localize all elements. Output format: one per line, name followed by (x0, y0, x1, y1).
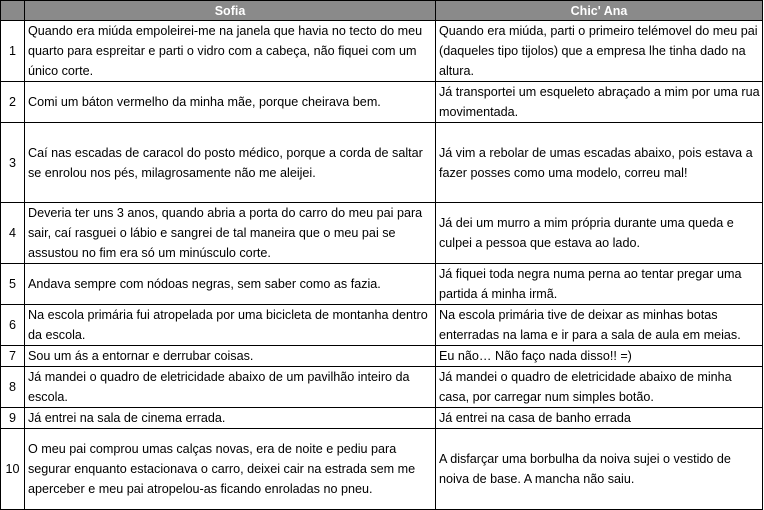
row-number: 1 (1, 21, 25, 82)
sofia-cell: Andava sempre com nódoas negras, sem saber como as fazia. (25, 264, 436, 305)
header-sofia: Sofia (25, 1, 436, 21)
header-chic-ana: Chic' Ana (436, 1, 763, 21)
row-number: 8 (1, 367, 25, 408)
row-number: 10 (1, 429, 25, 510)
table-row (1, 408, 763, 429)
table-row (1, 305, 763, 346)
chic-ana-cell: Na escola primária tive de deixar as minhas botas enterradas na lama e ir para a sala de aula em meias. (436, 305, 763, 346)
row-number: 4 (1, 203, 25, 264)
chic-ana-cell: Já fiquei toda negra numa perna ao tentar pregar uma partida á minha irmã. (436, 264, 763, 305)
chic-ana-cell: Já vim a rebolar de umas escadas abaixo, pois estava a fazer posses como uma modelo, correu mal! (436, 123, 763, 203)
header-row (1, 1, 763, 21)
row-number: 9 (1, 408, 25, 429)
sofia-cell: Quando era miúda empoleirei-me na janela que havia no tecto do meu quarto para espreitar e parti o vidro com a cabeça, não fiquei com um único corte. (25, 21, 436, 82)
sofia-cell: Deveria ter uns 3 anos, quando abria a porta do carro do meu pai para sair, caí rasguei o lábio e sangrei de tal maneira que o meu pai se assustou no fim era só um minúsculo corte. (25, 203, 436, 264)
chic-ana-cell: Já entrei na casa de banho errada (436, 408, 763, 429)
table-row (1, 346, 763, 367)
sofia-cell: Comi um báton vermelho da minha mãe, porque cheirava bem. (25, 82, 436, 123)
row-number: 3 (1, 123, 25, 203)
sofia-cell: O meu pai comprou umas calças novas, era de noite e pediu para segurar enquanto estacionava o carro, deixei cair na estrada sem me aperceber e meu pai atropelou-as ficando enroladas no pneu. (25, 429, 436, 510)
header-number-column (1, 1, 25, 21)
chic-ana-cell: Já transportei um esqueleto abraçado a mim por uma rua movimentada. (436, 82, 763, 123)
table-row (1, 367, 763, 408)
sofia-cell: Já mandei o quadro de eletricidade abaixo de um pavilhão inteiro da escola. (25, 367, 436, 408)
chic-ana-cell: Já dei um murro a mim própria durante uma queda e culpei a pessoa que estava ao lado. (436, 203, 763, 264)
table-row (1, 264, 763, 305)
table-row (1, 21, 763, 82)
table-row (1, 429, 763, 510)
sofia-cell: Caí nas escadas de caracol do posto médico, porque a corda de saltar se enrolou nos pés, milagrosamente não me aleijei. (25, 123, 436, 203)
sofia-cell: Na escola primária fui atropelada por uma bicicleta de montanha dentro da escola. (25, 305, 436, 346)
chic-ana-cell: Quando era miúda, parti o primeiro telémovel do meu pai (daqueles tipo tijolos) que a empresa lhe tinha dado na altura. (436, 21, 763, 82)
row-number: 6 (1, 305, 25, 346)
sofia-cell: Já entrei na sala de cinema errada. (25, 408, 436, 429)
table-row (1, 123, 763, 203)
row-number: 7 (1, 346, 25, 367)
chic-ana-cell: Já mandei o quadro de eletricidade abaixo de minha casa, por carregar num simples botão. (436, 367, 763, 408)
row-number: 5 (1, 264, 25, 305)
chic-ana-cell: A disfarçar uma borbulha da noiva sujei o vestido de noiva de base. A mancha não saiu. (436, 429, 763, 510)
sofia-cell: Sou um ás a entornar e derrubar coisas. (25, 346, 436, 367)
row-number: 2 (1, 82, 25, 123)
table-row (1, 82, 763, 123)
table-row (1, 203, 763, 264)
chic-ana-cell: Eu não… Não faço nada disso!! =) (436, 346, 763, 367)
